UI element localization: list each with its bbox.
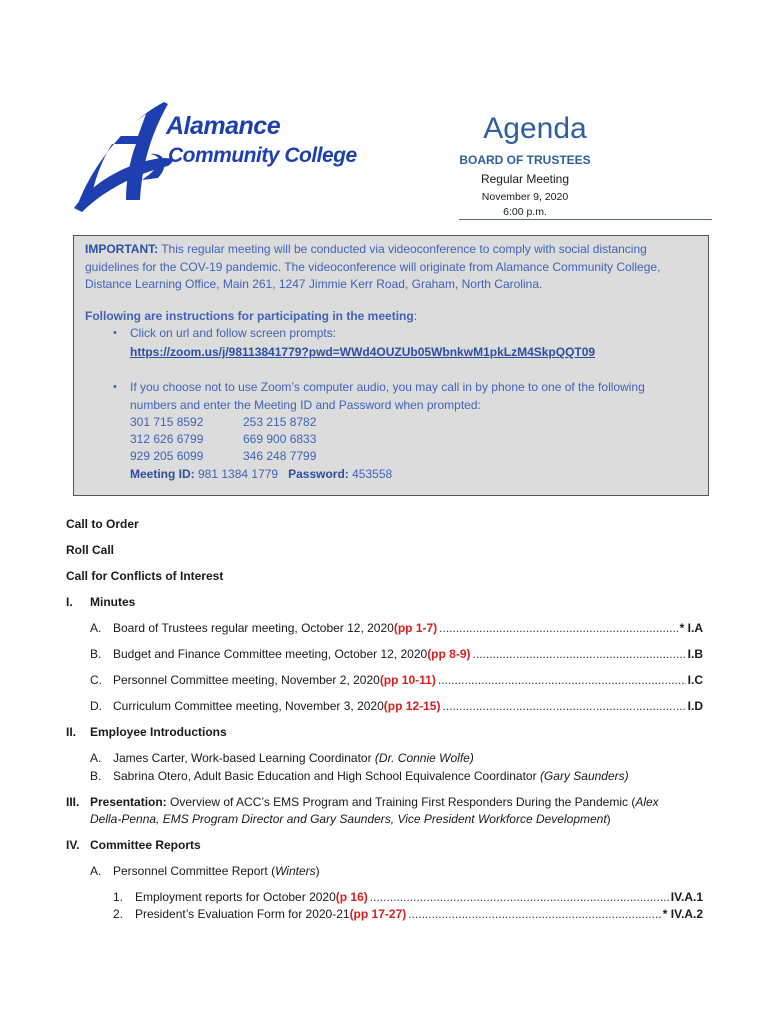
password-value: 453558 [348,467,393,481]
dot-leader [439,620,677,637]
item-ref: * I.A [679,621,703,635]
item-letter: B. [90,769,102,783]
report-item [135,889,703,906]
closing-paren: ) [606,812,611,826]
phone-number: 301 715 8592 [130,415,204,429]
item-letter: A. [90,864,102,878]
page-title: Agenda [483,112,587,145]
item-text: Board of Trustees regular meeting, October 12, 2020 [113,621,394,635]
instruction-bullet-1: Click on url and follow screen prompts: [130,326,337,340]
item-ref: I.B [687,647,703,661]
zoom-link[interactable]: https://zoom.us/j/98113841779?pwd=WWd4OUZUb05WbnkwM1pkLzM4SkpQQT09 [130,345,596,359]
instruction-bullet-2: If you choose not to use Zoom’s computer audio, you may call in by phone to one of the following numbers and enter the Meeting ID and Password when prompted: [130,380,645,412]
roll-call: Roll Call [66,543,115,557]
closing-paren: ) [315,864,320,878]
dot-leader [442,698,685,715]
personnel-report [113,863,320,880]
minutes-item [113,646,703,663]
meeting-type: Regular Meeting [480,172,570,186]
minutes-item [113,672,703,689]
phone-number: 929 205 6099 [130,449,204,463]
page-range: (p 16) [335,890,368,904]
meeting-credentials [130,466,392,484]
section-number: IV. [66,838,80,852]
item-letter: C. [90,673,102,687]
phone-number: 346 248 7799 [243,449,317,463]
section-title-committee-reports: Committee Reports [90,838,201,852]
dot-leader [438,672,686,689]
page-range: (pp 10-11) [379,673,436,687]
page-range: (pp 17-27) [349,907,407,921]
item-text: Curriculum Committee meeting, November 3, 2020 [113,699,384,713]
presenter: Alex Della-Penna, EMS Program Director and Gary Saunders, Vice President Workforce Development [90,795,659,826]
call-to-order: Call to Order [66,517,139,531]
presenter: (Dr. Connie Wolfe) [374,751,474,765]
presentation-item [90,794,690,828]
logo-text-community-college: Community College [168,144,357,167]
header-divider [459,219,712,220]
minutes-item [113,698,703,715]
bullet-icon: • [113,381,117,393]
item-letter: A. [90,751,102,765]
item-ref: I.C [687,673,703,687]
logo-text-alamance: Alamance [166,112,281,140]
meeting-id-value: 981 1384 1779 [194,467,279,481]
section-number: III. [66,795,80,809]
item-ref: IV.A.1 [670,890,703,904]
page-range: (pp 1-7) [393,621,438,635]
dot-leader [370,889,669,906]
meeting-time: 6:00 p.m. [503,206,547,218]
item-text: Budget and Finance Committee meeting, October 12, 2020 [113,647,428,661]
dot-leader [408,906,661,923]
item-letter: D. [90,699,102,713]
item-number: 2. [113,907,124,921]
meeting-date: November 9, 2020 [481,191,569,203]
bullet-icon: • [113,327,117,339]
important-label: IMPORTANT: [85,242,159,256]
introduction-item [113,750,474,767]
item-text: James Carter, Work-based Learning Coordinator [113,751,375,765]
report-item [135,906,703,923]
item-ref: I.D [687,699,703,713]
phone-number: 312 626 6799 [130,432,204,446]
presentation-text: Overview of ACC’s EMS Program and Training First Responders During the Pandemic ( [166,795,636,809]
important-text: This regular meeting will be conducted via videoconference to comply with social distancing guidelines for the COV-19 pandemic. The videoconference will originate from Alamance Community College, Distance Learning Office, Main 261, 1247 Jimmie Kerr Road, Graham, North Carolina. [85,242,661,291]
item-ref: * IV.A.2 [662,907,703,921]
dot-leader [473,646,686,663]
item-letter: B. [90,647,102,661]
item-text: Employment reports for October 2020 [135,890,336,904]
item-letter: A. [90,621,102,635]
section-number: II. [66,725,77,739]
item-text: Personnel Committee Report ( [113,864,276,878]
introduction-item [113,768,629,785]
page-range: (pp 8-9) [427,647,471,661]
section-number: I. [66,595,73,609]
phone-number: 669 900 6833 [243,432,317,446]
instructions-heading [85,308,417,326]
meeting-id-label: Meeting ID: [130,467,195,481]
item-text: President’s Evaluation Form for 2020-21 [135,907,350,921]
board-heading: BOARD OF TRUSTEES [459,153,591,167]
minutes-item [113,620,703,637]
presentation-label: Presentation: [90,795,167,809]
instructions-heading-text: Following are instructions for participating in the meeting [85,309,414,323]
item-text: Personnel Committee meeting, November 2, 2020 [113,673,380,687]
page-range: (pp 12-15) [383,699,441,713]
important-paragraph [85,241,695,294]
password-label: Password: [288,467,349,481]
conflicts-of-interest: Call for Conflicts of Interest [66,569,224,583]
section-title-introductions: Employee Introductions [90,725,227,739]
phone-number: 253 215 8782 [243,415,317,429]
section-title-minutes: Minutes [90,595,136,609]
item-number: 1. [113,890,124,904]
presenter: Winters [275,864,316,878]
presenter: (Gary Saunders) [539,769,629,783]
instructions-colon: : [413,309,418,323]
item-text: Sabrina Otero, Adult Basic Education and High School Equivalence Coordinator [113,769,540,783]
